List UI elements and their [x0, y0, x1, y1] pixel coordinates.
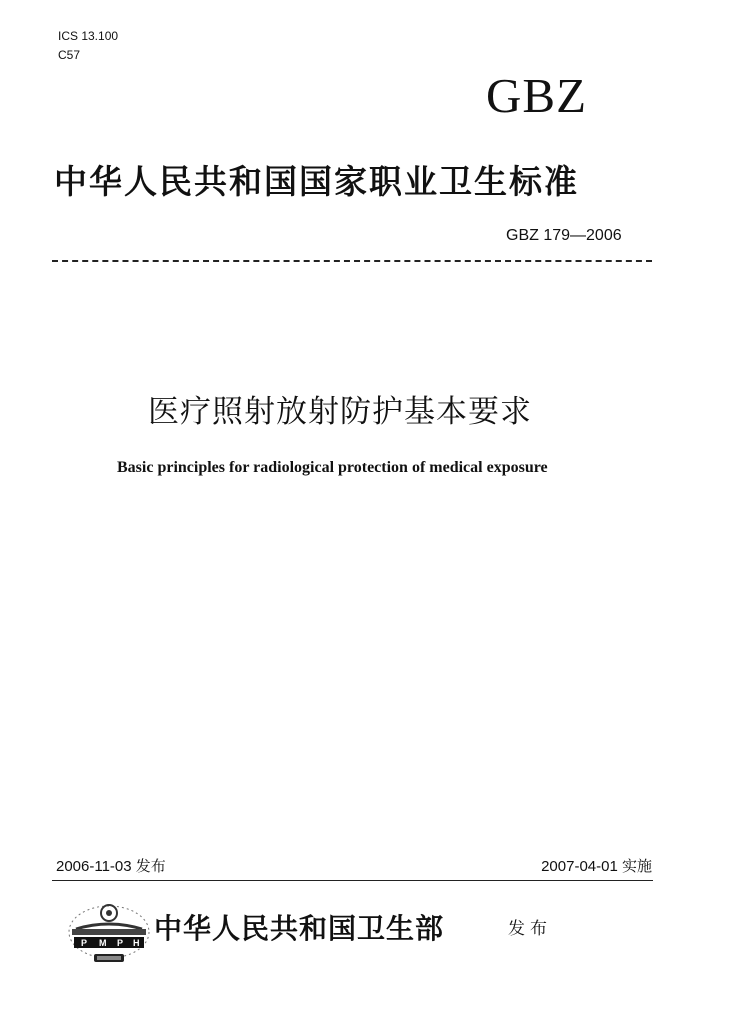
implementation-date: 2007-04-01 实施: [541, 858, 652, 875]
footer-divider: [52, 880, 653, 881]
emblem-letter-4: H: [133, 938, 140, 948]
ics-code: ICS 13.100: [58, 29, 119, 43]
standard-number: GBZ 179—2006: [506, 227, 622, 244]
publisher-name: 中华人民共和国卫生部: [154, 912, 445, 945]
issue-date: 2006-11-03 发布: [56, 858, 166, 875]
standard-classification: 中华人民共和国国家职业卫生标准: [54, 162, 579, 201]
emblem-letter-1: P: [81, 938, 88, 948]
document-title-chinese: 医疗照射放射防护基本要求: [148, 394, 532, 430]
ccs-code: C57: [58, 48, 81, 62]
gbz-logo-text: GBZ: [486, 68, 587, 123]
header-divider: [52, 260, 652, 262]
publisher-action: 发布: [508, 919, 552, 939]
emblem-letter-2: M: [99, 938, 107, 948]
emblem-letter-3: P: [117, 938, 124, 948]
document-title-english: Basic principles for radiological protection of medical exposure: [117, 459, 548, 476]
ministry-emblem-icon: [66, 899, 152, 969]
